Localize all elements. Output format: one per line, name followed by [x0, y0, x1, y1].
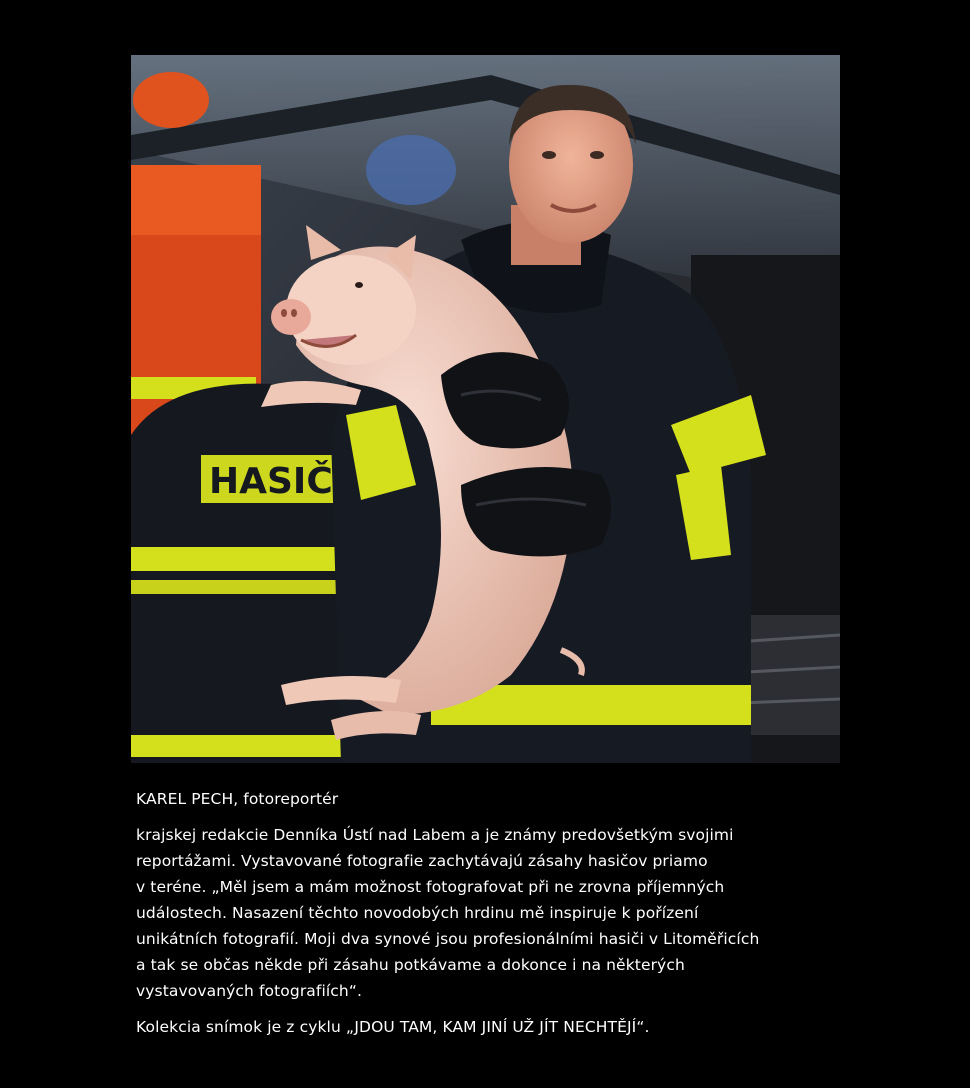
- caption-body: [136, 822, 836, 1004]
- helmet-blur: [366, 135, 456, 205]
- caption-line: krajskej redakcie Denníka Ústí nad Labem a je známy predovšetkým svojimi: [136, 826, 734, 844]
- caption-line: reportážami. Vystavované fotografie zachytávajú zásahy hasičov priamo: [136, 852, 708, 870]
- caption-line: událostech. Nasazení těchto novodobých hrdinu mě inspiruje k pořízení: [136, 904, 699, 922]
- caption: [136, 786, 836, 1040]
- vest-text: HASIČ: [209, 461, 333, 502]
- photo-illustration: [131, 55, 840, 763]
- caption-line: v teréne. „Měl jsem a mám možnost fotografovat při ne zrovna příjemných: [136, 878, 725, 896]
- author-line: KAREL PECH, fotoreportér: [136, 790, 339, 808]
- caption-line: a tak se občas někde při zásahu potkávame a dokonce i na některých: [136, 956, 685, 974]
- caption-line: unikátních fotografií. Moji dva synové jsou profesionálními hasiči v Litoměřicích: [136, 930, 760, 948]
- closing-line: Kolekcia snímok je z cyklu „JDOU TAM, KAM JINÍ UŽ JÍT NECHTĚJÍ“.: [136, 1018, 650, 1036]
- caption-line: vystavovaných fotografiích“.: [136, 982, 362, 1000]
- photograph: [131, 55, 840, 763]
